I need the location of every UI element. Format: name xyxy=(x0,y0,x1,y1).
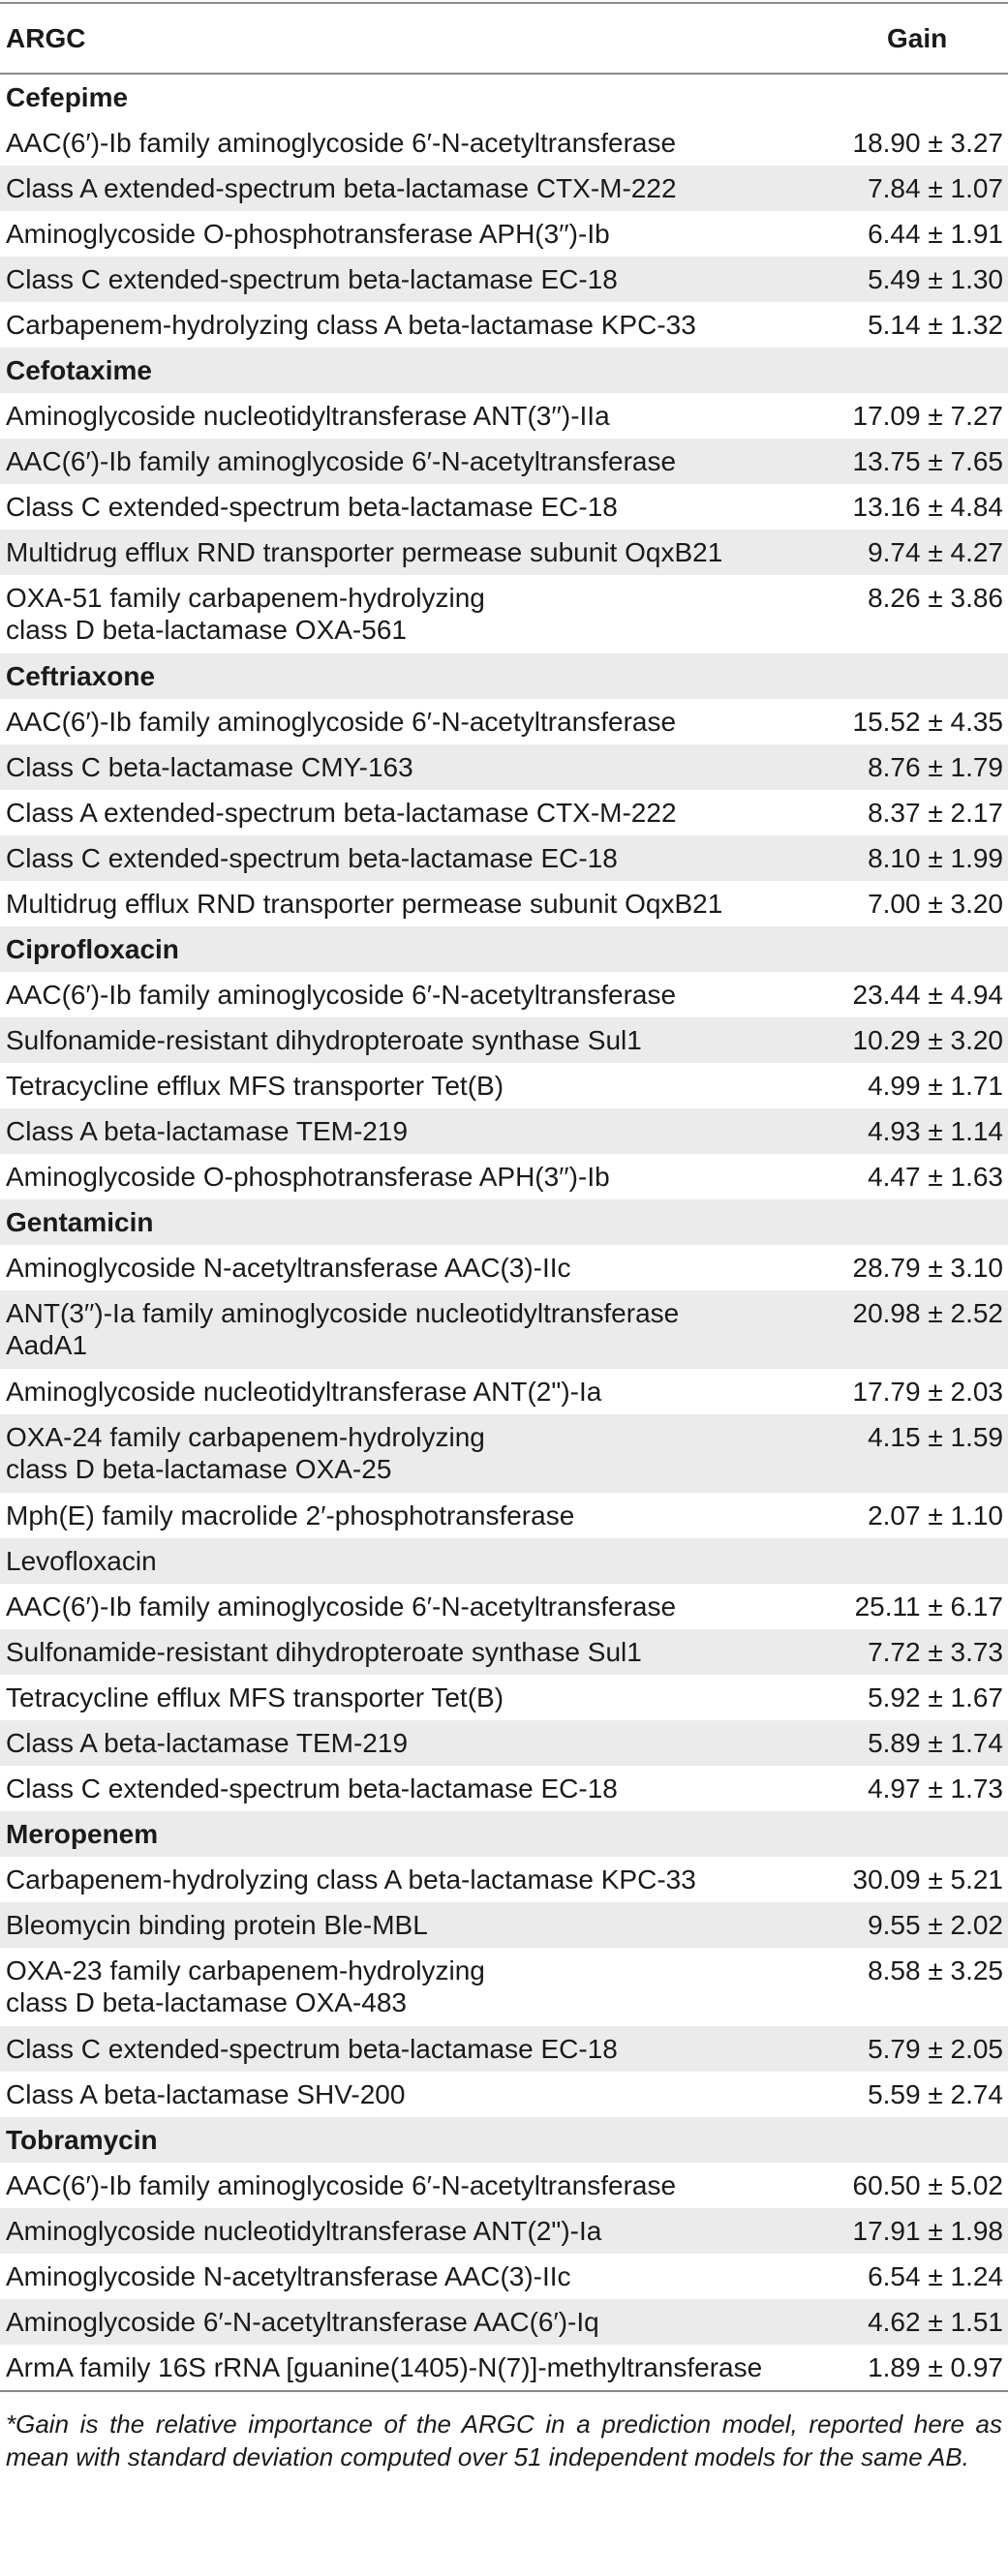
table-row xyxy=(0,2026,1008,2072)
table-row xyxy=(0,881,1008,926)
table-row xyxy=(0,1108,1008,1154)
section-label: Gentamicin xyxy=(0,1199,1008,1245)
gain-cell: 5.49 ± 1.30 xyxy=(794,257,1008,302)
table-row xyxy=(0,211,1008,257)
table-row xyxy=(0,835,1008,881)
argc-cell: Class A extended-spectrum beta-lactamase CTX-M-222 xyxy=(6,798,677,828)
section-row-ciprofloxacin xyxy=(0,926,1008,972)
table-row xyxy=(0,2072,1008,2117)
table-body xyxy=(0,74,1008,2391)
argc-cell: Aminoglycoside N-acetyltransferase AAC(3)-IIc xyxy=(6,2261,571,2291)
gain-cell: 1.89 ± 0.97 xyxy=(794,2345,1008,2391)
argc-cell: Aminoglycoside nucleotidyltransferase ANT(2")-Ia xyxy=(6,1377,602,1407)
gain-cell: 5.89 ± 1.74 xyxy=(794,1720,1008,1766)
argc-cell: Carbapenem-hydrolyzing class A beta-lactamase KPC-33 xyxy=(6,310,696,340)
section-row-cefotaxime xyxy=(0,348,1008,393)
section-row-ceftriaxone xyxy=(0,653,1008,699)
argc-cell: AAC(6′)-Ib family aminoglycoside 6′-N-acetyltransferase xyxy=(6,980,677,1010)
argc-cell: Class A beta-lactamase SHV-200 xyxy=(6,2079,406,2109)
gain-cell: 60.50 ± 5.02 xyxy=(852,2170,1003,2200)
table-row xyxy=(0,1414,1008,1493)
section-label: Meropenem xyxy=(0,1811,1008,1857)
gain-cell: 9.55 ± 2.02 xyxy=(794,1902,1008,1948)
argc-cell: AAC(6′)-Ib family aminoglycoside 6′-N-acetyltransferase xyxy=(0,439,794,484)
gain-cell: 4.93 ± 1.14 xyxy=(794,1108,1008,1154)
gain-cell: 7.00 ± 3.20 xyxy=(868,889,1003,919)
gain-cell: 7.84 ± 1.07 xyxy=(794,166,1008,211)
gain-cell: 18.90 ± 3.27 xyxy=(852,128,1003,158)
table-row xyxy=(0,1720,1008,1766)
gain-cell: 20.98 ± 2.52 xyxy=(794,1290,1008,1369)
argc-gain-table xyxy=(0,2,1008,2392)
table-row xyxy=(0,439,1008,484)
table-row xyxy=(0,2254,1008,2299)
table-row xyxy=(0,484,1008,530)
gain-cell: 15.52 ± 4.35 xyxy=(852,707,1003,737)
argc-cell: Class A beta-lactamase TEM-219 xyxy=(0,1720,794,1766)
argc-cell: AAC(6′)-Ib family aminoglycoside 6′-N-acetyltransferase xyxy=(6,2170,677,2200)
table-row xyxy=(0,1675,1008,1720)
section-label: Tobramycin xyxy=(0,2117,1008,2163)
argc-cell: OXA-24 family carbapenem-hydrolyzing class D beta-lactamase OXA-25 xyxy=(0,1414,794,1493)
argc-cell: Aminoglycoside 6′-N-acetyltransferase AAC(6′)-Iq xyxy=(0,2299,794,2345)
table-row xyxy=(0,1902,1008,1948)
argc-cell: Class C extended-spectrum beta-lactamase EC-18 xyxy=(0,2026,794,2072)
section-label: Cefepime xyxy=(6,82,129,112)
table-row xyxy=(0,2163,1008,2208)
argc-cell: OXA-51 family carbapenem-hydrolyzing class D beta-lactamase OXA-561 xyxy=(6,583,485,645)
gain-cell: 2.07 ± 1.10 xyxy=(868,1500,1003,1530)
gain-cell: 13.75 ± 7.65 xyxy=(794,439,1008,484)
gain-cell: 5.92 ± 1.67 xyxy=(868,1682,1003,1712)
table-row xyxy=(0,530,1008,575)
argc-cell: Aminoglycoside O-phosphotransferase APH(3′′)-Ib xyxy=(6,219,610,249)
argc-cell: Sulfonamide-resistant dihydropteroate synthase Sul1 xyxy=(0,1017,794,1063)
table-row xyxy=(0,1245,1008,1290)
argc-cell: Carbapenem-hydrolyzing class A beta-lactamase KPC-33 xyxy=(6,1864,696,1894)
section-row-tobramycin xyxy=(0,2117,1008,2163)
table-row xyxy=(0,1766,1008,1811)
argc-cell: Aminoglycoside nucleotidyltransferase ANT(3′′)-IIa xyxy=(6,401,610,431)
gain-cell: 4.62 ± 1.51 xyxy=(794,2299,1008,2345)
argc-cell: Mph(E) family macrolide 2′-phosphotransferase xyxy=(6,1500,575,1530)
table-row xyxy=(0,790,1008,835)
gain-column-header: Gain xyxy=(794,3,1008,74)
argc-cell: Tetracycline efflux MFS transporter Tet(B) xyxy=(6,1682,504,1712)
table-row xyxy=(0,744,1008,790)
gain-cell: 17.79 ± 2.03 xyxy=(852,1377,1003,1407)
argc-cell: Class C extended-spectrum beta-lactamase EC-18 xyxy=(6,492,618,522)
table-row xyxy=(0,393,1008,439)
table-row xyxy=(0,2299,1008,2345)
argc-cell: AAC(6′)-Ib family aminoglycoside 6′-N-acetyltransferase xyxy=(6,1591,677,1621)
gain-cell: 4.47 ± 1.63 xyxy=(868,1162,1003,1192)
argc-cell: Class C beta-lactamase CMY-163 xyxy=(0,744,794,790)
argc-cell: Tetracycline efflux MFS transporter Tet(B) xyxy=(6,1071,504,1101)
argc-cell: Multidrug efflux RND transporter permease subunit OqxB21 xyxy=(6,889,723,919)
table-row xyxy=(0,1493,1008,1538)
argc-cell: ANT(3′′)-Ia family aminoglycoside nucleotidyltransferase AadA1 xyxy=(0,1290,794,1369)
argc-cell: Class C extended-spectrum beta-lactamase EC-18 xyxy=(6,1773,618,1803)
table-row xyxy=(0,302,1008,348)
section-row-gentamicin xyxy=(0,1199,1008,1245)
table-row xyxy=(0,166,1008,211)
gain-cell: 7.72 ± 3.73 xyxy=(794,1629,1008,1675)
table-row xyxy=(0,575,1008,653)
gain-cell: 4.15 ± 1.59 xyxy=(794,1414,1008,1493)
table-row xyxy=(0,699,1008,744)
gain-cell: 5.59 ± 2.74 xyxy=(868,2079,1003,2109)
argc-cell: Class A beta-lactamase TEM-219 xyxy=(0,1108,794,1154)
argc-cell: ArmA family 16S rRNA [guanine(1405)-N(7)]-methyltransferase xyxy=(0,2345,794,2391)
gain-cell: 30.09 ± 5.21 xyxy=(852,1864,1003,1894)
table-row xyxy=(0,1857,1008,1902)
argc-cell: Bleomycin binding protein Ble-MBL xyxy=(0,1902,794,1948)
table-header-row xyxy=(0,3,1008,74)
section-label: Ceftriaxone xyxy=(0,653,1008,699)
gain-cell: 4.97 ± 1.73 xyxy=(868,1773,1003,1803)
argc-cell: Class C extended-spectrum beta-lactamase EC-18 xyxy=(0,835,794,881)
gain-cell: 8.26 ± 3.86 xyxy=(868,583,1003,613)
gain-cell: 13.16 ± 4.84 xyxy=(852,492,1003,522)
section-row-meropenem xyxy=(0,1811,1008,1857)
table-row xyxy=(0,972,1008,1017)
table-row xyxy=(0,257,1008,302)
gain-cell: 5.14 ± 1.32 xyxy=(868,310,1003,340)
argc-cell: AAC(6′)-Ib family aminoglycoside 6′-N-acetyltransferase xyxy=(6,707,677,737)
table-row xyxy=(0,1290,1008,1369)
table-row xyxy=(0,2345,1008,2391)
gain-cell: 5.79 ± 2.05 xyxy=(794,2026,1008,2072)
argc-column-header: ARGC xyxy=(0,3,794,74)
argc-cell: Aminoglycoside N-acetyltransferase AAC(3)-IIc xyxy=(6,1253,571,1283)
gain-cell: 17.09 ± 7.27 xyxy=(852,401,1003,431)
section-row-cefepime xyxy=(0,74,1008,120)
argc-cell: AAC(6′)-Ib family aminoglycoside 6′-N-acetyltransferase xyxy=(6,128,677,158)
argc-cell: Aminoglycoside O-phosphotransferase APH(3′′)-Ib xyxy=(6,1162,610,1192)
argc-cell: Class C extended-spectrum beta-lactamase EC-18 xyxy=(0,257,794,302)
table-row xyxy=(0,2208,1008,2254)
table-row xyxy=(0,1948,1008,2026)
gain-cell: 8.10 ± 1.99 xyxy=(794,835,1008,881)
table-footnote: *Gain is the relative importance of the ARGC in a prediction model, reported here as mean with standard deviation computed over 51 independent models for the same AB. xyxy=(6,2409,1002,2471)
gain-cell: 8.37 ± 2.17 xyxy=(868,798,1003,828)
gain-cell: 10.29 ± 3.20 xyxy=(794,1017,1008,1063)
argc-cell: OXA-23 family carbapenem-hydrolyzing class D beta-lactamase OXA-483 xyxy=(6,1955,485,2017)
gain-cell: 25.11 ± 6.17 xyxy=(854,1591,1003,1621)
gain-cell: 17.91 ± 1.98 xyxy=(794,2208,1008,2254)
table-row xyxy=(0,1063,1008,1108)
gain-cell: 4.99 ± 1.71 xyxy=(868,1071,1003,1101)
section-label: Levofloxacin xyxy=(0,1538,1008,1584)
table-row xyxy=(0,1017,1008,1063)
gain-cell: 9.74 ± 4.27 xyxy=(794,530,1008,575)
section-row-levofloxacin xyxy=(0,1538,1008,1584)
section-label: Cefotaxime xyxy=(0,348,1008,393)
gain-cell: 8.58 ± 3.25 xyxy=(868,1955,1003,1985)
argc-cell: Sulfonamide-resistant dihydropteroate synthase Sul1 xyxy=(0,1629,794,1675)
table-row xyxy=(0,1154,1008,1199)
gain-cell: 8.76 ± 1.79 xyxy=(794,744,1008,790)
gain-cell: 6.54 ± 1.24 xyxy=(868,2261,1003,2291)
table-row xyxy=(0,120,1008,166)
gain-cell: 23.44 ± 4.94 xyxy=(852,980,1003,1010)
argc-cell: Class A extended-spectrum beta-lactamase CTX-M-222 xyxy=(0,166,794,211)
section-label: Ciprofloxacin xyxy=(0,926,1008,972)
argc-cell: Multidrug efflux RND transporter permease subunit OqxB21 xyxy=(0,530,794,575)
gain-cell: 28.79 ± 3.10 xyxy=(852,1253,1003,1283)
gain-cell: 6.44 ± 1.91 xyxy=(868,219,1003,249)
table-row xyxy=(0,1629,1008,1675)
argc-cell: Aminoglycoside nucleotidyltransferase ANT(2")-Ia xyxy=(0,2208,794,2254)
table-row xyxy=(0,1584,1008,1629)
table-row xyxy=(0,1369,1008,1414)
